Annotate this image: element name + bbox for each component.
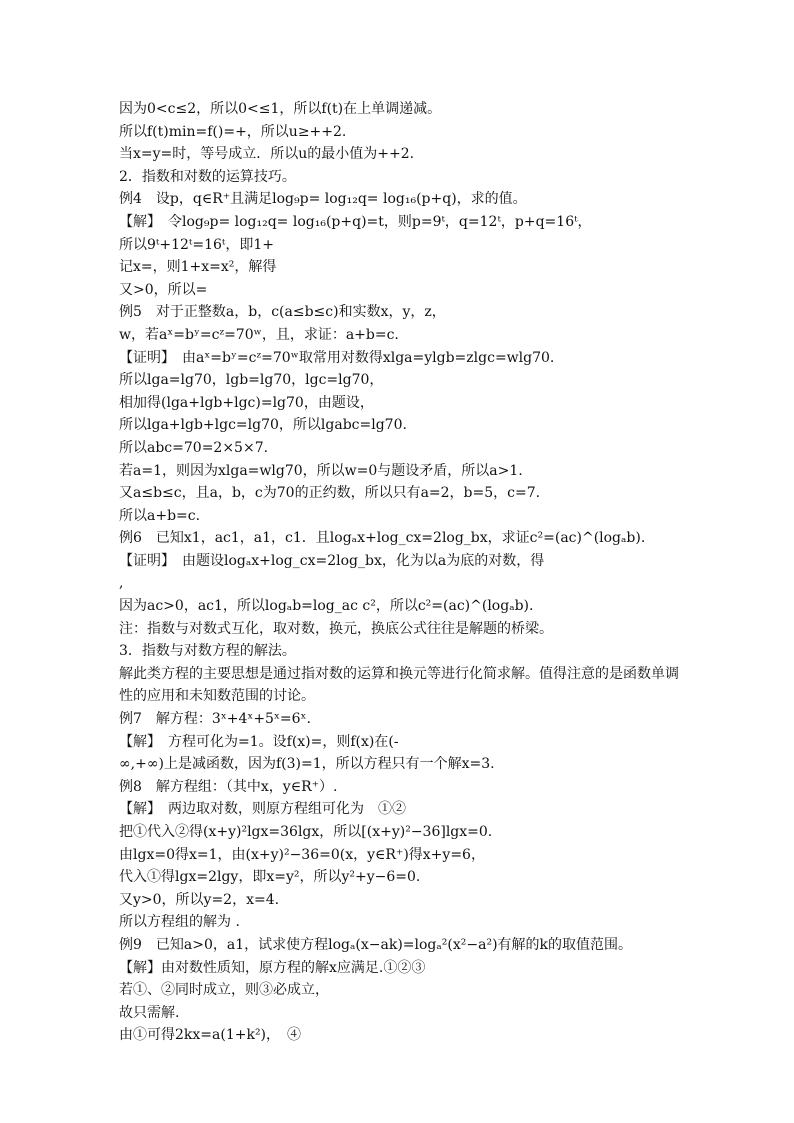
example-line: 例6 已知x1，ac1，a1，c1．且logₐx+log_cx=2log_bx，求证c²=(ac)^(logₐb).: [119, 530, 646, 547]
text-line: 因为0<c≤2，所以0<≤1，所以f(t)在上单调递减。: [119, 101, 442, 117]
example-line: 例8 解方程组：（其中x，y∈R⁺）.: [119, 778, 338, 795]
note-line: 注：指数与对数式互化，取对数，换元，换底公式往往是解题的桥梁。: [119, 620, 553, 637]
text-line: ∞,+∞)上是减函数，因为f(3)=1，所以方程只有一个解x=3.: [119, 756, 495, 773]
text-line: 又a≤b≤c，且a，b，c为70的正约数，所以只有a=2，b=5，c=7.: [119, 485, 541, 502]
text-line: 代入①得lgx=2lgy，即x=y²，所以y²+y−6=0.: [119, 869, 421, 886]
text-line: 所以lga=lg70，lgb=lg70，lgc=lg70，: [119, 372, 384, 389]
example-line: 例7 解方程：3ˣ+4ˣ+5ˣ=6ˣ.: [119, 711, 311, 728]
text-line: 故只需解.: [119, 1004, 180, 1021]
text-line: 所以f(t)min=f()=+，所以u≥++2.: [119, 123, 347, 140]
text-line: 所以lga+lgb+lgc=lg70，所以lgabc=lg70.: [119, 417, 407, 434]
solution-line: 【解】 令log₉p= log₁₂q= log₁₆(p+q)=t，则p=9ᵗ，q=12ᵗ，p+q=16ᵗ，: [119, 213, 592, 230]
example-line: 例9 已知a>0，a1，试求使方程logₐ(x−ak)=logₐ²(x²−a²)有解的k的取值范围。: [119, 936, 633, 953]
text-line: 相加得(lga+lgb+lgc)=lg70，由题设，: [119, 394, 374, 411]
solution-line: 【解】 两边取对数，则原方程组可化为 ①②: [119, 801, 406, 818]
text-line: ,: [119, 575, 124, 592]
text-line: 又y>0，所以y=2，x=4.: [119, 891, 280, 908]
example-line: 例4 设p，q∈R⁺且满足log₉p= log₁₂q= log₁₆(p+q)，求的值。: [119, 191, 527, 208]
solution-line: 【解】 方程可化为=1。设f(x)=，则f(x)在(-: [119, 733, 399, 750]
text-line: 若①、②同时成立，则③必成立，: [119, 982, 329, 999]
section-heading: 2．指数和对数的运算技巧。: [119, 168, 296, 185]
text-line: 当x=y=时，等号成立．所以u的最小值为++2.: [119, 146, 415, 163]
text-line: 把①代入②得(x+y)²lgx=36lgx，所以[(x+y)²−36]lgx=0.: [119, 824, 493, 840]
text-line: 记x=，则1+x=x²，解得: [119, 259, 277, 276]
text-line: 所以abc=70=2×5×7.: [119, 439, 269, 456]
text-line: 所以方程组的解为 .: [119, 914, 240, 931]
section-heading: 3．指数与对数方程的解法。: [119, 643, 296, 660]
proof-line: 【证明】 由aˣ=bʸ=cᶻ=70ʷ取常用对数得xlga=ylgb=zlgc=wlg70.: [119, 349, 555, 366]
example-line: 例5 对于正整数a，b，c(a≤b≤c)和实数x，y，z，: [119, 304, 446, 321]
text-line: 因为ac>0，ac1，所以logₐb=log_ac c²，所以c²=(ac)^(logₐb).: [119, 598, 534, 615]
text-line: 所以a+b=c.: [119, 507, 201, 524]
text-line: 所以9ᵗ+12ᵗ=16ᵗ，即1+: [119, 236, 274, 253]
document-page: [119, 98, 679, 1047]
proof-line: 【证明】 由题设logₐx+log_cx=2log_bx，化为以a为底的对数，得: [119, 552, 545, 569]
text-line: 由lgx=0得x=1，由(x+y)²−36=0(x，y∈R⁺)得x+y=6，: [119, 846, 485, 863]
text-line: w，若aˣ=bʸ=cᶻ=70ʷ，且，求证：a+b=c.: [119, 326, 399, 343]
solution-line: 【解】由对数性质知，原方程的解x应满足.①②③: [119, 959, 426, 976]
text-line: 由①可得2kx=a(1+k²)， ④: [119, 1027, 302, 1044]
text-line: 又>0，所以=: [119, 281, 208, 298]
text-line: 若a=1，则因为xlga=wlg70，所以w=0与题设矛盾，所以a>1.: [119, 462, 523, 479]
paragraph: 解此类方程的主要思想是通过指对数的运算和换元等进行化简求解。值得注意的是函数单调性的应用和未知数范围的讨论。: [119, 665, 679, 705]
